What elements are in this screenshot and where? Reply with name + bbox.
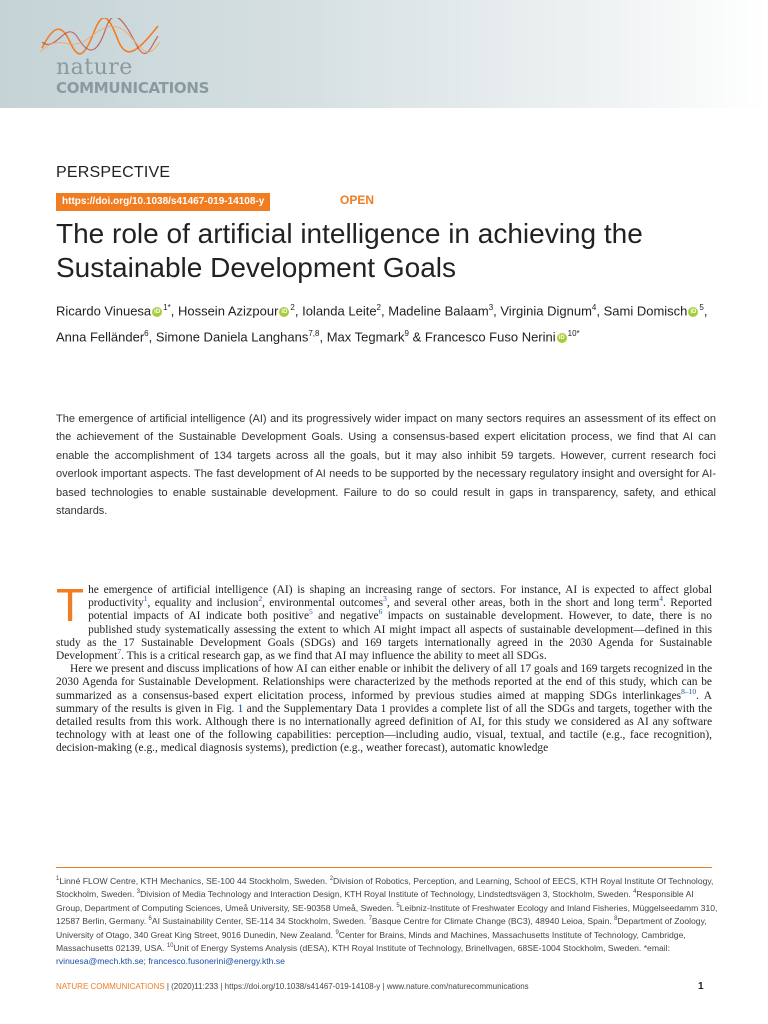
author-name[interactable]: Madeline Balaam xyxy=(388,303,489,319)
citation-ref[interactable]: 7 xyxy=(117,647,122,657)
affiliation-ref[interactable]: 1* xyxy=(163,303,171,312)
journal-header xyxy=(0,0,768,108)
citation-ref: 4 xyxy=(633,889,637,896)
text-run: Responsible AI Group, Department of Computing Sciences, Umeå University, SE-90358 Umeå, Sweden. xyxy=(56,889,694,913)
inline-link[interactable]: rvinuesa@mech.kth.se xyxy=(56,956,144,967)
text-run: Division of Media Technology and Interaction Design, KTH Royal Institute of Technology, Lindstedtsvägen 3, Stockholm, Sweden. xyxy=(140,889,634,900)
text-run: . A summary of the results is given in Fig. xyxy=(56,689,713,715)
affiliation-ref[interactable]: 4 xyxy=(591,303,597,312)
citation-ref[interactable]: 3 xyxy=(383,594,387,604)
citation-ref: 2 xyxy=(329,876,334,883)
author-list xyxy=(56,296,736,349)
doi-badge-link[interactable]: https://doi.org/10.1038/s41467-019-14108-y xyxy=(56,193,270,211)
author-separator: , xyxy=(170,303,178,319)
article-title: The role of artificial intelligence in achieving the Sustainable Development Goals xyxy=(56,218,643,283)
citation-ref: 1 xyxy=(56,876,60,883)
author-name[interactable]: Anna Felländer xyxy=(56,329,145,345)
text-run: , equality and inclusion xyxy=(147,597,259,610)
citation-ref: 6 xyxy=(148,916,152,923)
text-run: , environmental outcomes xyxy=(262,597,384,610)
author-name[interactable]: Iolanda Leite xyxy=(302,303,377,319)
citation-ref[interactable]: 5 xyxy=(309,607,313,617)
citation-ref: 5 xyxy=(396,902,400,909)
author-name[interactable]: Francesco Fuso Nerini xyxy=(424,329,556,345)
orcid-icon[interactable]: iD xyxy=(154,308,161,315)
text-run: Basque Centre for Climate Change (BC3), 48940 Leioa, Spain. xyxy=(371,916,615,927)
article-type: PERSPECTIVE xyxy=(56,164,171,181)
citation-ref[interactable]: 6 xyxy=(378,607,383,617)
citation-ref[interactable]: 4 xyxy=(659,594,664,604)
affiliation-ref[interactable]: 10* xyxy=(567,329,580,339)
text-run: AI Sustainability Center, SE-114 34 Stockholm, Sweden. xyxy=(151,916,369,927)
author-separator: & xyxy=(408,329,425,345)
body-text xyxy=(56,579,713,756)
text-run: he emergence of artificial intelligence (AI) is shaping an increasing range of sectors. For instance, AI is expected to affect global productivity xyxy=(88,584,712,610)
author-name[interactable]: Virginia Dignum xyxy=(500,303,592,319)
author-separator: , xyxy=(596,303,604,319)
text-run: Linné FLOW Centre, KTH Mechanics, SE-100 44 Stockholm, Sweden. xyxy=(59,876,330,886)
affiliation-ref[interactable]: 3 xyxy=(488,303,494,312)
text-run: Department of Zoology, University of Otago, 340 Great King Street, 9016 Dunedin, New Zealand. xyxy=(56,916,707,940)
citation-ref: 10 xyxy=(166,943,174,950)
author-name[interactable]: Hossein Azizpour xyxy=(177,303,279,319)
text-run: and the Supplementary Data 1 provides a complete list of all the SDGs and targets, together with the detailed results from this work. Although there is no internationally agreed definition of AI, for this study we considered as AI any software technology with at least one of the following capabilities: perception—including audio, visual, textual, and tactile (e.g., face recognition), decision-making (e.g., medical diagnosis systems), prediction (e.g., weather forecast), automatic knowledge xyxy=(56,702,713,755)
text-run: ; xyxy=(143,956,149,967)
affiliation-ref[interactable]: 2 xyxy=(290,303,295,312)
author-name[interactable]: Ricardo Vinuesa xyxy=(56,303,152,319)
affiliation-divider xyxy=(56,867,712,868)
affiliation-ref[interactable]: 6 xyxy=(144,329,149,339)
orcid-icon[interactable]: iD xyxy=(281,308,288,315)
inline-link[interactable]: 1 xyxy=(237,702,244,715)
author-name[interactable]: Sami Domisch xyxy=(603,303,688,319)
affiliation-ref[interactable]: 7,8 xyxy=(308,329,320,339)
journal-logo-nature[interactable]: nature xyxy=(56,55,133,80)
footer-citation: | (2020)11:233 | https://doi.org/10.1038/s41467-019-14108-y | www.nature.com/naturecommunications xyxy=(164,982,529,991)
drop-cap: T xyxy=(56,579,85,631)
text-run: and negative xyxy=(312,610,379,623)
page-footer xyxy=(56,982,712,991)
text-run: impacts on sustainable development. However, to date, there is no published study systematically assessing the extent to which AI might impact all aspects of sustainable development—defined in this study as the 17 Sustainable Development Goals (SDGs) and 169 targets internationally agreed in the 2030 Agenda for Sustainable Development xyxy=(56,610,712,663)
nature-wave-logo-icon xyxy=(40,18,160,58)
author-separator: , xyxy=(319,329,327,345)
author-separator: , xyxy=(703,303,708,319)
text-run: . Reported potential impacts of AI indicate both positive xyxy=(88,597,712,623)
affiliation-ref[interactable]: 9 xyxy=(404,329,409,339)
affiliations xyxy=(56,875,718,969)
text-run: Division of Robotics, Perception, and Learning, School of EECS, KTH Royal Institute Of Technology, Stockholm, Sweden. xyxy=(56,876,714,900)
author-name[interactable]: Simone Daniela Langhans xyxy=(155,329,309,345)
author-separator: , xyxy=(493,303,501,319)
citation-ref: 7 xyxy=(368,916,372,923)
author-name[interactable]: Max Tegmark xyxy=(326,329,405,345)
text-run: Center for Brains, Minds and Machines, Massachusetts Institute of Technology, Cambridge, Massachusetts 02139, USA. xyxy=(56,929,686,954)
journal-logo-communications[interactable]: COMMUNICATIONS xyxy=(56,79,210,97)
citation-ref: 9 xyxy=(335,929,339,936)
author-separator: , xyxy=(381,303,389,319)
inline-link[interactable]: francesco.fusonerini@energy.kth.se xyxy=(148,956,285,967)
page-number: 1 xyxy=(698,981,704,992)
abstract: The emergence of artificial intelligence (AI) and its progressively wider impact on many sectors requires an assessment of its effect on the achievement of the Sustainable Development Goals. Using a consensus-based expert elicitation process, we find that AI can enable the accomplishment of 134 targets across all the goals, but it may also inhibit 59 targets. However, current research foci overlook important aspects. The fast development of AI needs to be supported by the necessary regulatory insight and oversight for AI-based technologies to enable sustainable development. Failure to do so could result in gaps in transparency, safety, and ethical standards. xyxy=(56,413,716,518)
text-run: Leibniz-Institute of Freshwater Ecology and Inland Fisheries, Müggelseedamm 310, 12587 Berlin, Germany. xyxy=(56,902,718,927)
affiliation-ref[interactable]: 5 xyxy=(699,303,704,312)
text-run: . This is a critical research gap, as we find that AI may influence the ability to meet all SDGs. xyxy=(121,650,547,663)
paragraph xyxy=(56,579,712,663)
affiliation-ref[interactable]: 2 xyxy=(376,303,381,312)
open-access-label: OPEN xyxy=(340,193,375,207)
text-run: Here we present and discuss implications of how AI can either enable or inhibit the delivery of all 17 goals and 169 targets recognized in the 2030 Agenda for Sustainable Development. Relationships were characterized by the methods reported at the end of this study, which can be summarized as a consensus-based expert elicitation process, informed by previous studies aimed at mapping SDGs interlinkages xyxy=(56,663,712,702)
citation-ref[interactable]: 2 xyxy=(258,594,263,604)
citation-ref[interactable]: 8–10 xyxy=(681,686,697,696)
text-run: , and several other areas, both in the short and long term xyxy=(386,597,660,610)
orcid-icon[interactable]: iD xyxy=(558,335,565,342)
citation-ref[interactable]: 1 xyxy=(143,594,148,604)
citation-ref: 3 xyxy=(136,889,141,896)
orcid-icon[interactable]: iD xyxy=(690,308,697,315)
author-separator: , xyxy=(148,329,156,345)
author-separator: , xyxy=(294,303,303,319)
footer-journal-name[interactable]: NATURE COMMUNICATIONS xyxy=(56,982,165,991)
text-run: Unit of Energy Systems Analysis (dESA), KTH Royal Institute of Technology, Brinellvagen, 68SE-1004 Stockholm, Sweden. *email: xyxy=(173,943,670,954)
paragraph xyxy=(56,663,712,755)
citation-ref: 8 xyxy=(614,916,618,923)
